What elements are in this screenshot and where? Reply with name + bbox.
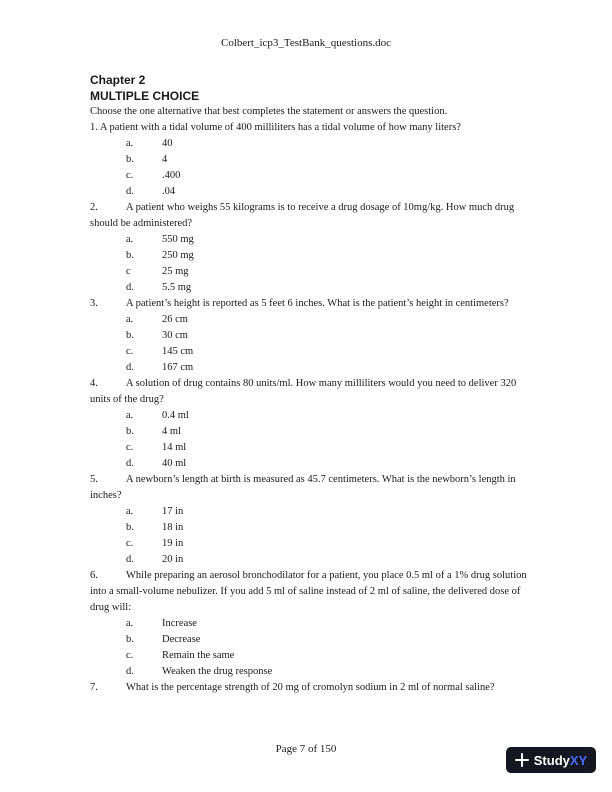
answer-option: [90, 536, 530, 552]
plus-icon: [515, 753, 529, 767]
question-text: A newborn’s length at birth is measured as 45.7 centimeters. What is the newborn’s length in inches?: [90, 474, 516, 501]
document-content: [90, 72, 530, 696]
option-text: Increase: [162, 618, 197, 629]
option-text: .04: [162, 186, 176, 197]
question-number: 7.: [90, 682, 98, 693]
option-text: 25 mg: [162, 266, 189, 277]
answer-option: [90, 248, 530, 264]
option-text: 4 ml: [162, 426, 181, 437]
question-number: 6.: [90, 570, 98, 581]
option-letter: d.: [126, 186, 134, 197]
section-heading: MULTIPLE CHOICE: [90, 89, 200, 103]
option-text: 18 in: [162, 522, 184, 533]
answer-option: [90, 136, 530, 152]
answer-option: [90, 184, 530, 200]
option-letter: a.: [126, 314, 134, 325]
question-text: A patient who weighs 55 kilograms is to receive a drug dosage of 10mg/kg. How much drug should be administered?: [90, 202, 515, 229]
answer-options: [90, 616, 530, 680]
option-text: 167 cm: [162, 362, 194, 373]
option-letter: d.: [126, 666, 134, 677]
answer-option: [90, 632, 530, 648]
badge-brand: [534, 753, 587, 768]
answer-option: [90, 664, 530, 680]
answer-option: [90, 440, 530, 456]
studyxy-badge[interactable]: [506, 747, 596, 773]
answer-options: [90, 504, 530, 568]
answer-option: [90, 328, 530, 344]
option-letter: a.: [126, 618, 134, 629]
option-text: 30 cm: [162, 330, 188, 341]
answer-options: [90, 136, 530, 200]
answer-option: [90, 232, 530, 248]
option-letter: b.: [126, 522, 134, 533]
option-letter: c.: [126, 650, 134, 661]
answer-option: [90, 360, 530, 376]
option-letter: c.: [126, 538, 134, 549]
question-2: [90, 200, 530, 232]
option-letter: b.: [126, 250, 134, 261]
option-text: 250 mg: [162, 250, 194, 261]
badge-brand-main: Study: [533, 752, 570, 768]
answer-option: [90, 424, 530, 440]
option-text: Remain the same: [162, 650, 235, 661]
question-number: 2.: [90, 202, 98, 213]
option-text: 26 cm: [162, 314, 188, 325]
option-letter: c.: [126, 442, 134, 453]
badge-brand-accent: XY: [569, 752, 588, 768]
question-text: What is the percentage strength of 20 mg of cromolyn sodium in 2 ml of normal saline?: [126, 682, 495, 693]
question-5: [90, 472, 530, 504]
option-text: Weaken the drug response: [162, 666, 273, 677]
answer-options: [90, 232, 530, 296]
question-4: [90, 376, 530, 408]
option-text: 14 ml: [162, 442, 187, 453]
option-letter: a.: [126, 234, 134, 245]
option-letter: b.: [126, 330, 134, 341]
answer-option: [90, 504, 530, 520]
question-text: While preparing an aerosol bronchodilator for a patient, you place 0.5 ml of a 1% drug solution into a small-volume nebulizer. If you add 5 ml of saline instead of 2 ml of saline, the delivered dose of drug will:: [90, 570, 527, 613]
option-text: 145 cm: [162, 346, 194, 357]
question-number: 1.: [90, 122, 98, 133]
question-number: 4.: [90, 378, 98, 389]
option-letter: a.: [126, 138, 134, 149]
answer-option: [90, 552, 530, 568]
option-letter: a.: [126, 410, 134, 421]
option-text: 17 in: [162, 506, 184, 517]
answer-option: [90, 344, 530, 360]
option-letter: d.: [126, 554, 134, 565]
instructions-text: Choose the one alternative that best completes the statement or answers the question.: [90, 106, 448, 117]
option-letter: b.: [126, 154, 134, 165]
answer-option: [90, 168, 530, 184]
option-text: 40: [162, 138, 173, 149]
chapter-heading: Chapter 2: [90, 73, 146, 87]
option-letter: a.: [126, 506, 134, 517]
answer-options: [90, 408, 530, 472]
question-7: [90, 680, 530, 696]
option-letter: b.: [126, 634, 134, 645]
option-letter: c.: [126, 346, 134, 357]
answer-option: [90, 456, 530, 472]
answer-option: [90, 616, 530, 632]
question-text: A patient with a tidal volume of 400 milliliters has a tidal volume of how many liters?: [99, 122, 461, 133]
option-letter: d.: [126, 362, 134, 373]
question-6: [90, 568, 530, 616]
answer-option: [90, 408, 530, 424]
question-text: A patient’s height is reported as 5 feet 6 inches. What is the patient’s height in centimeters?: [126, 298, 509, 309]
option-letter: c: [126, 266, 131, 277]
option-letter: b.: [126, 426, 134, 437]
option-text: 40 ml: [162, 458, 187, 469]
answer-option: [90, 648, 530, 664]
option-text: 550 mg: [162, 234, 194, 245]
option-text: 4: [162, 154, 168, 165]
option-text: .400: [162, 170, 181, 181]
option-letter: d.: [126, 458, 134, 469]
answer-option: [90, 152, 530, 168]
page-number: Page 7 of 150: [275, 743, 337, 755]
option-text: 20 in: [162, 554, 184, 565]
option-text: 19 in: [162, 538, 184, 549]
answer-options: [90, 312, 530, 376]
option-text: 5.5 mg: [162, 282, 192, 293]
question-text: A solution of drug contains 80 units/ml. How many milliliters would you need to deliver 320 units of the drug?: [90, 378, 517, 405]
option-text: Decrease: [162, 634, 201, 645]
answer-option: [90, 280, 530, 296]
option-letter: d.: [126, 282, 134, 293]
question-number: 3.: [90, 298, 98, 309]
option-letter: c.: [126, 170, 134, 181]
question-3: [90, 296, 530, 312]
option-text: 0.4 ml: [162, 410, 189, 421]
document-filename-header: Colbert_icp3_TestBank_questions.doc: [220, 37, 391, 49]
answer-option: [90, 520, 530, 536]
questions-list: [90, 120, 530, 696]
answer-option: [90, 264, 530, 280]
answer-option: [90, 312, 530, 328]
question-1: [90, 120, 530, 136]
question-number: 5.: [90, 474, 98, 485]
